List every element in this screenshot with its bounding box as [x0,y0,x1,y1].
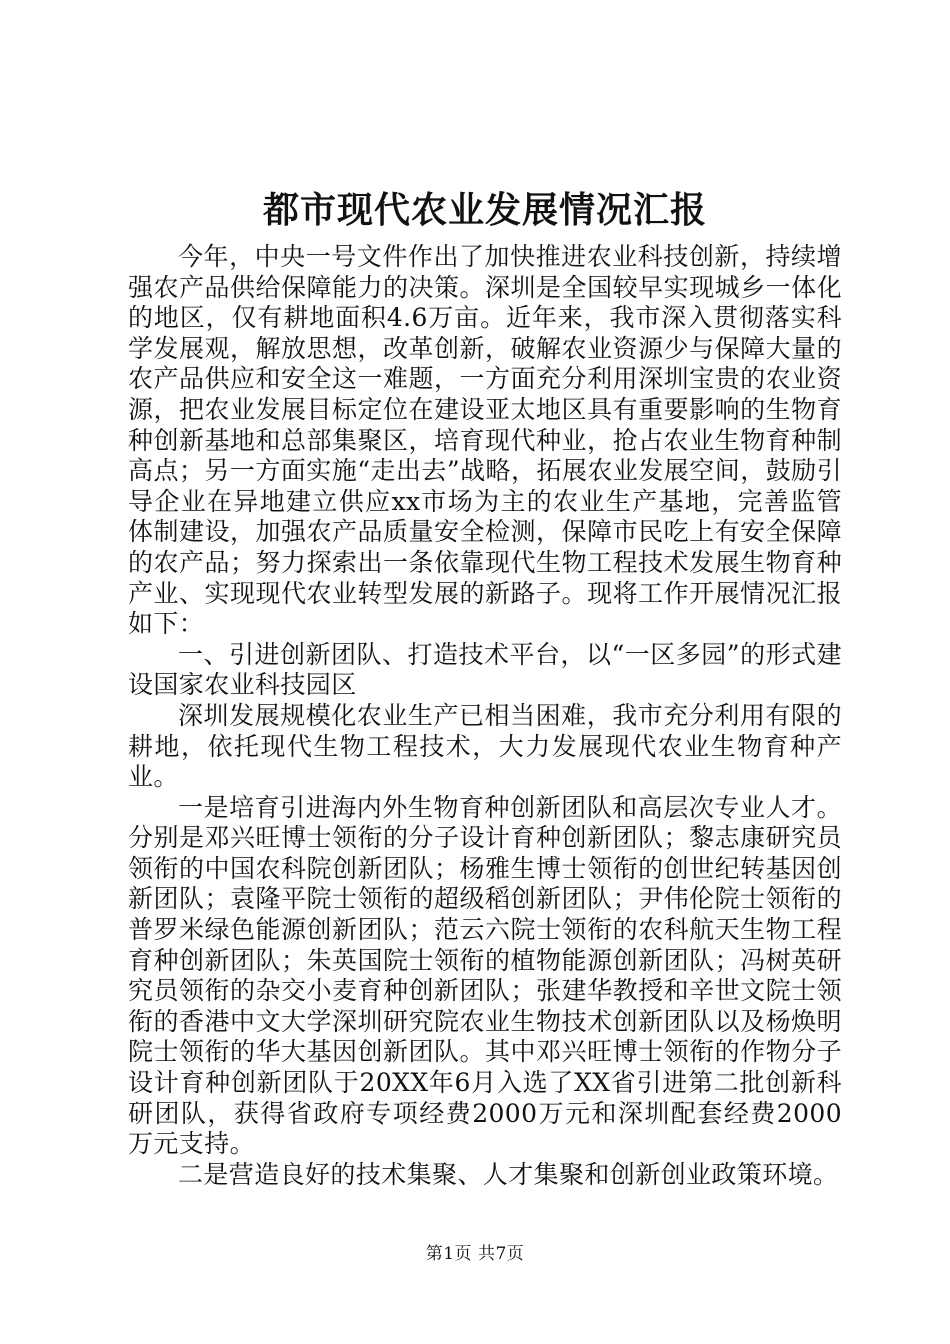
paragraph-teams: 一是培育引进海内外生物育种创新团队和高层次专业人才。分别是邓兴旺博士领衔的分子设计育种创新团队；黎志康研究员领衔的中国农科院创新团队；杨雅生博士领衔的创世纪转基因创新团队；袁隆平院士领衔的超级稻创新团队；尹伟伦院士领衔的普罗米绿色能源创新团队；范云六院士领衔的农科航天生物工程育种创新团队；朱英国院士领衔的植物能源创新团队；冯树英研究员领衔的杂交小麦育种创新团队；张建华教授和辛世文院士领衔的香港中文大学深圳研究院农业生物技术创新团队以及杨焕明院士领衔的华大基因创新团队。其中邓兴旺博士领衔的作物分子设计育种创新团队于20XX年6月入选了XX省引进第二批创新科研团队，获得省政府专项经费2000万元和深圳配套经费2000万元支持。 [128,792,842,1159]
paragraph-section-1-intro: 深圳发展规模化农业生产已相当困难，我市充分利用有限的耕地，依托现代生物工程技术，大力发展现代农业生物育种产业。 [128,700,842,792]
page-footer: 第1页 共7页 [425,1244,525,1264]
document-title: 都市现代农业发展情况汇报 [262,189,707,231]
paragraph-environment: 二是营造良好的技术集聚、人才集聚和创新创业政策环境。 [178,1159,839,1189]
paragraph-intro: 今年，中央一号文件作出了加快推进农业科技创新，持续增强农产品供给保障能力的决策。深圳是全国较早实现城乡一体化的地区，仅有耕地面积4.6万亩。近年来，我市深入贯彻落实科学发展观，解放思想，改革创新，破解农业资源少与保障大量的农产品供应和安全这一难题，一方面充分利用深圳宝贵的农业资源，把农业发展目标定位在建设亚太地区具有重要影响的生物育种创新基地和总部集聚区，培育现代种业，抢占农业生物育种制高点；另一方面实施“走出去”战略，拓展农业发展空间，鼓励引导企业在异地建立供应xx市场为主的农业生产基地，完善监管体制建设，加强农产品质量安全检测，保障市民吃上有安全保障的农产品；努力探索出一条依靠现代生物工程技术发展生物育种产业、实现现代农业转型发展的新路子。现将工作开展情况汇报如下： [128,242,842,639]
section-heading-1: 一、引进创新团队、打造技术平台，以“一区多园”的形式建设国家农业科技园区 [128,639,842,700]
document-page [128,182,842,1190]
